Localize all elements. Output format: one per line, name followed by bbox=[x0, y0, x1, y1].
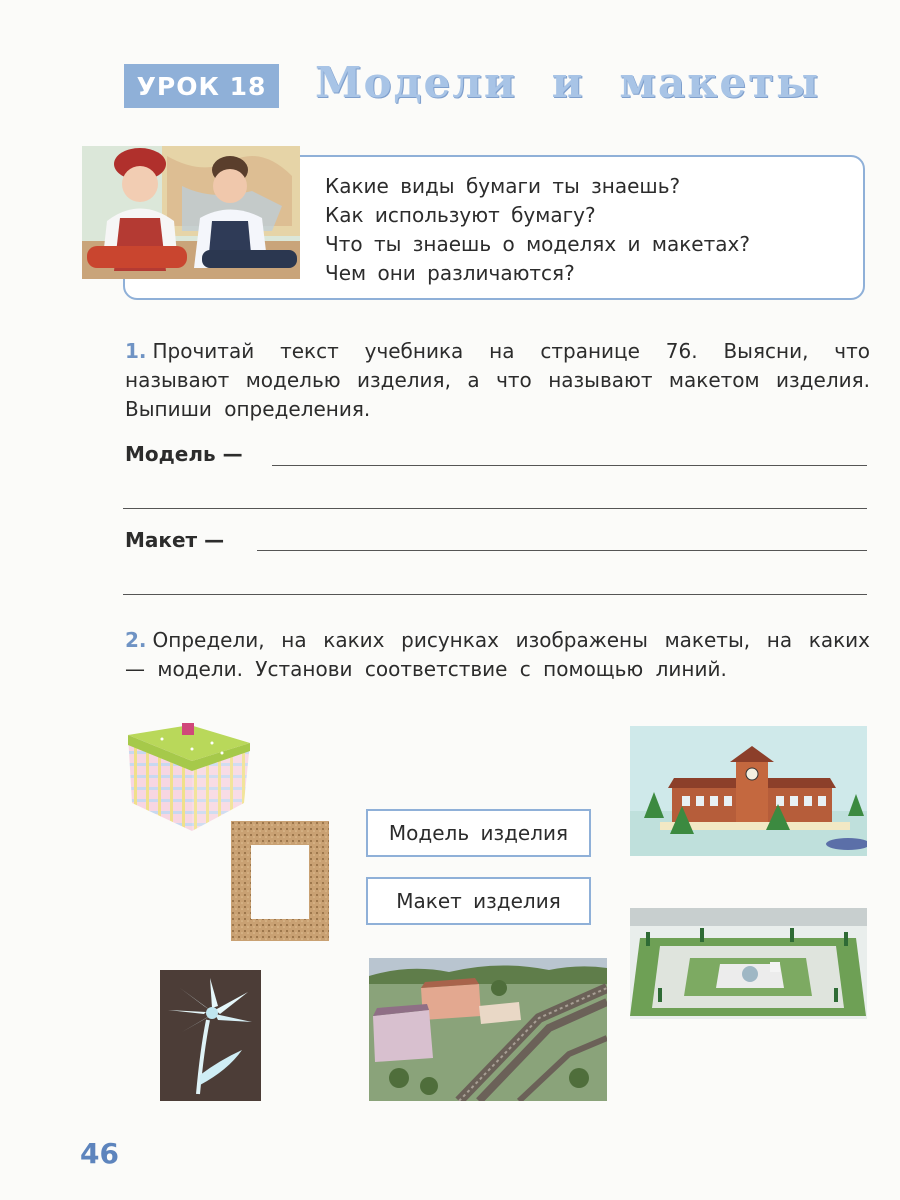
railway-layout-picture[interactable] bbox=[369, 958, 607, 1101]
task1-text-block bbox=[125, 337, 870, 424]
maket-product-label-text: Макет изделия bbox=[396, 889, 561, 913]
model-product-label[interactable] bbox=[366, 809, 591, 857]
task2-text: Определи, на каких рисунках изображены макеты, на каких — модели. Установи соответствие с помощью линий. bbox=[125, 628, 870, 681]
task2-text-block bbox=[125, 626, 870, 684]
model-label: Модель — bbox=[125, 442, 243, 466]
school-model-picture[interactable] bbox=[630, 726, 867, 856]
bleed-through bbox=[860, 70, 900, 95]
lesson-badge bbox=[124, 64, 279, 108]
cork-frame-picture[interactable] bbox=[231, 821, 329, 941]
park-model-picture[interactable] bbox=[630, 908, 867, 1019]
model-answer-line-1[interactable] bbox=[272, 465, 867, 466]
lesson-title: Модели и макеты bbox=[315, 58, 821, 107]
task1-text: Прочитай текст учебника на странице 76. Выясни, что называют моделью изделия, а что называют макетом изделия. Выпиши определения. bbox=[125, 339, 870, 421]
intro-question: Чем они различаются? bbox=[325, 261, 575, 285]
gift-box-picture[interactable] bbox=[122, 703, 254, 833]
intro-questions bbox=[325, 172, 750, 288]
maket-label: Макет — bbox=[125, 528, 225, 552]
model-answer-line-2[interactable] bbox=[123, 508, 867, 509]
lesson-label: УРОК 18 bbox=[136, 71, 267, 101]
intro-question: Что ты знаешь о моделях и макетах? bbox=[325, 232, 750, 256]
task2-number: 2. bbox=[125, 628, 147, 652]
maket-answer-line-2[interactable] bbox=[123, 594, 867, 595]
maket-product-label[interactable] bbox=[366, 877, 591, 925]
intro-question: Как используют бумагу? bbox=[325, 203, 596, 227]
model-product-label-text: Модель изделия bbox=[388, 821, 569, 845]
maket-answer-line-1[interactable] bbox=[257, 550, 867, 551]
paper-flower-picture[interactable] bbox=[160, 970, 261, 1101]
intro-photo-children bbox=[82, 146, 300, 279]
intro-question: Какие виды бумаги ты знаешь? bbox=[325, 174, 681, 198]
page-number: 46 bbox=[80, 1137, 119, 1170]
task1-number: 1. bbox=[125, 339, 147, 363]
